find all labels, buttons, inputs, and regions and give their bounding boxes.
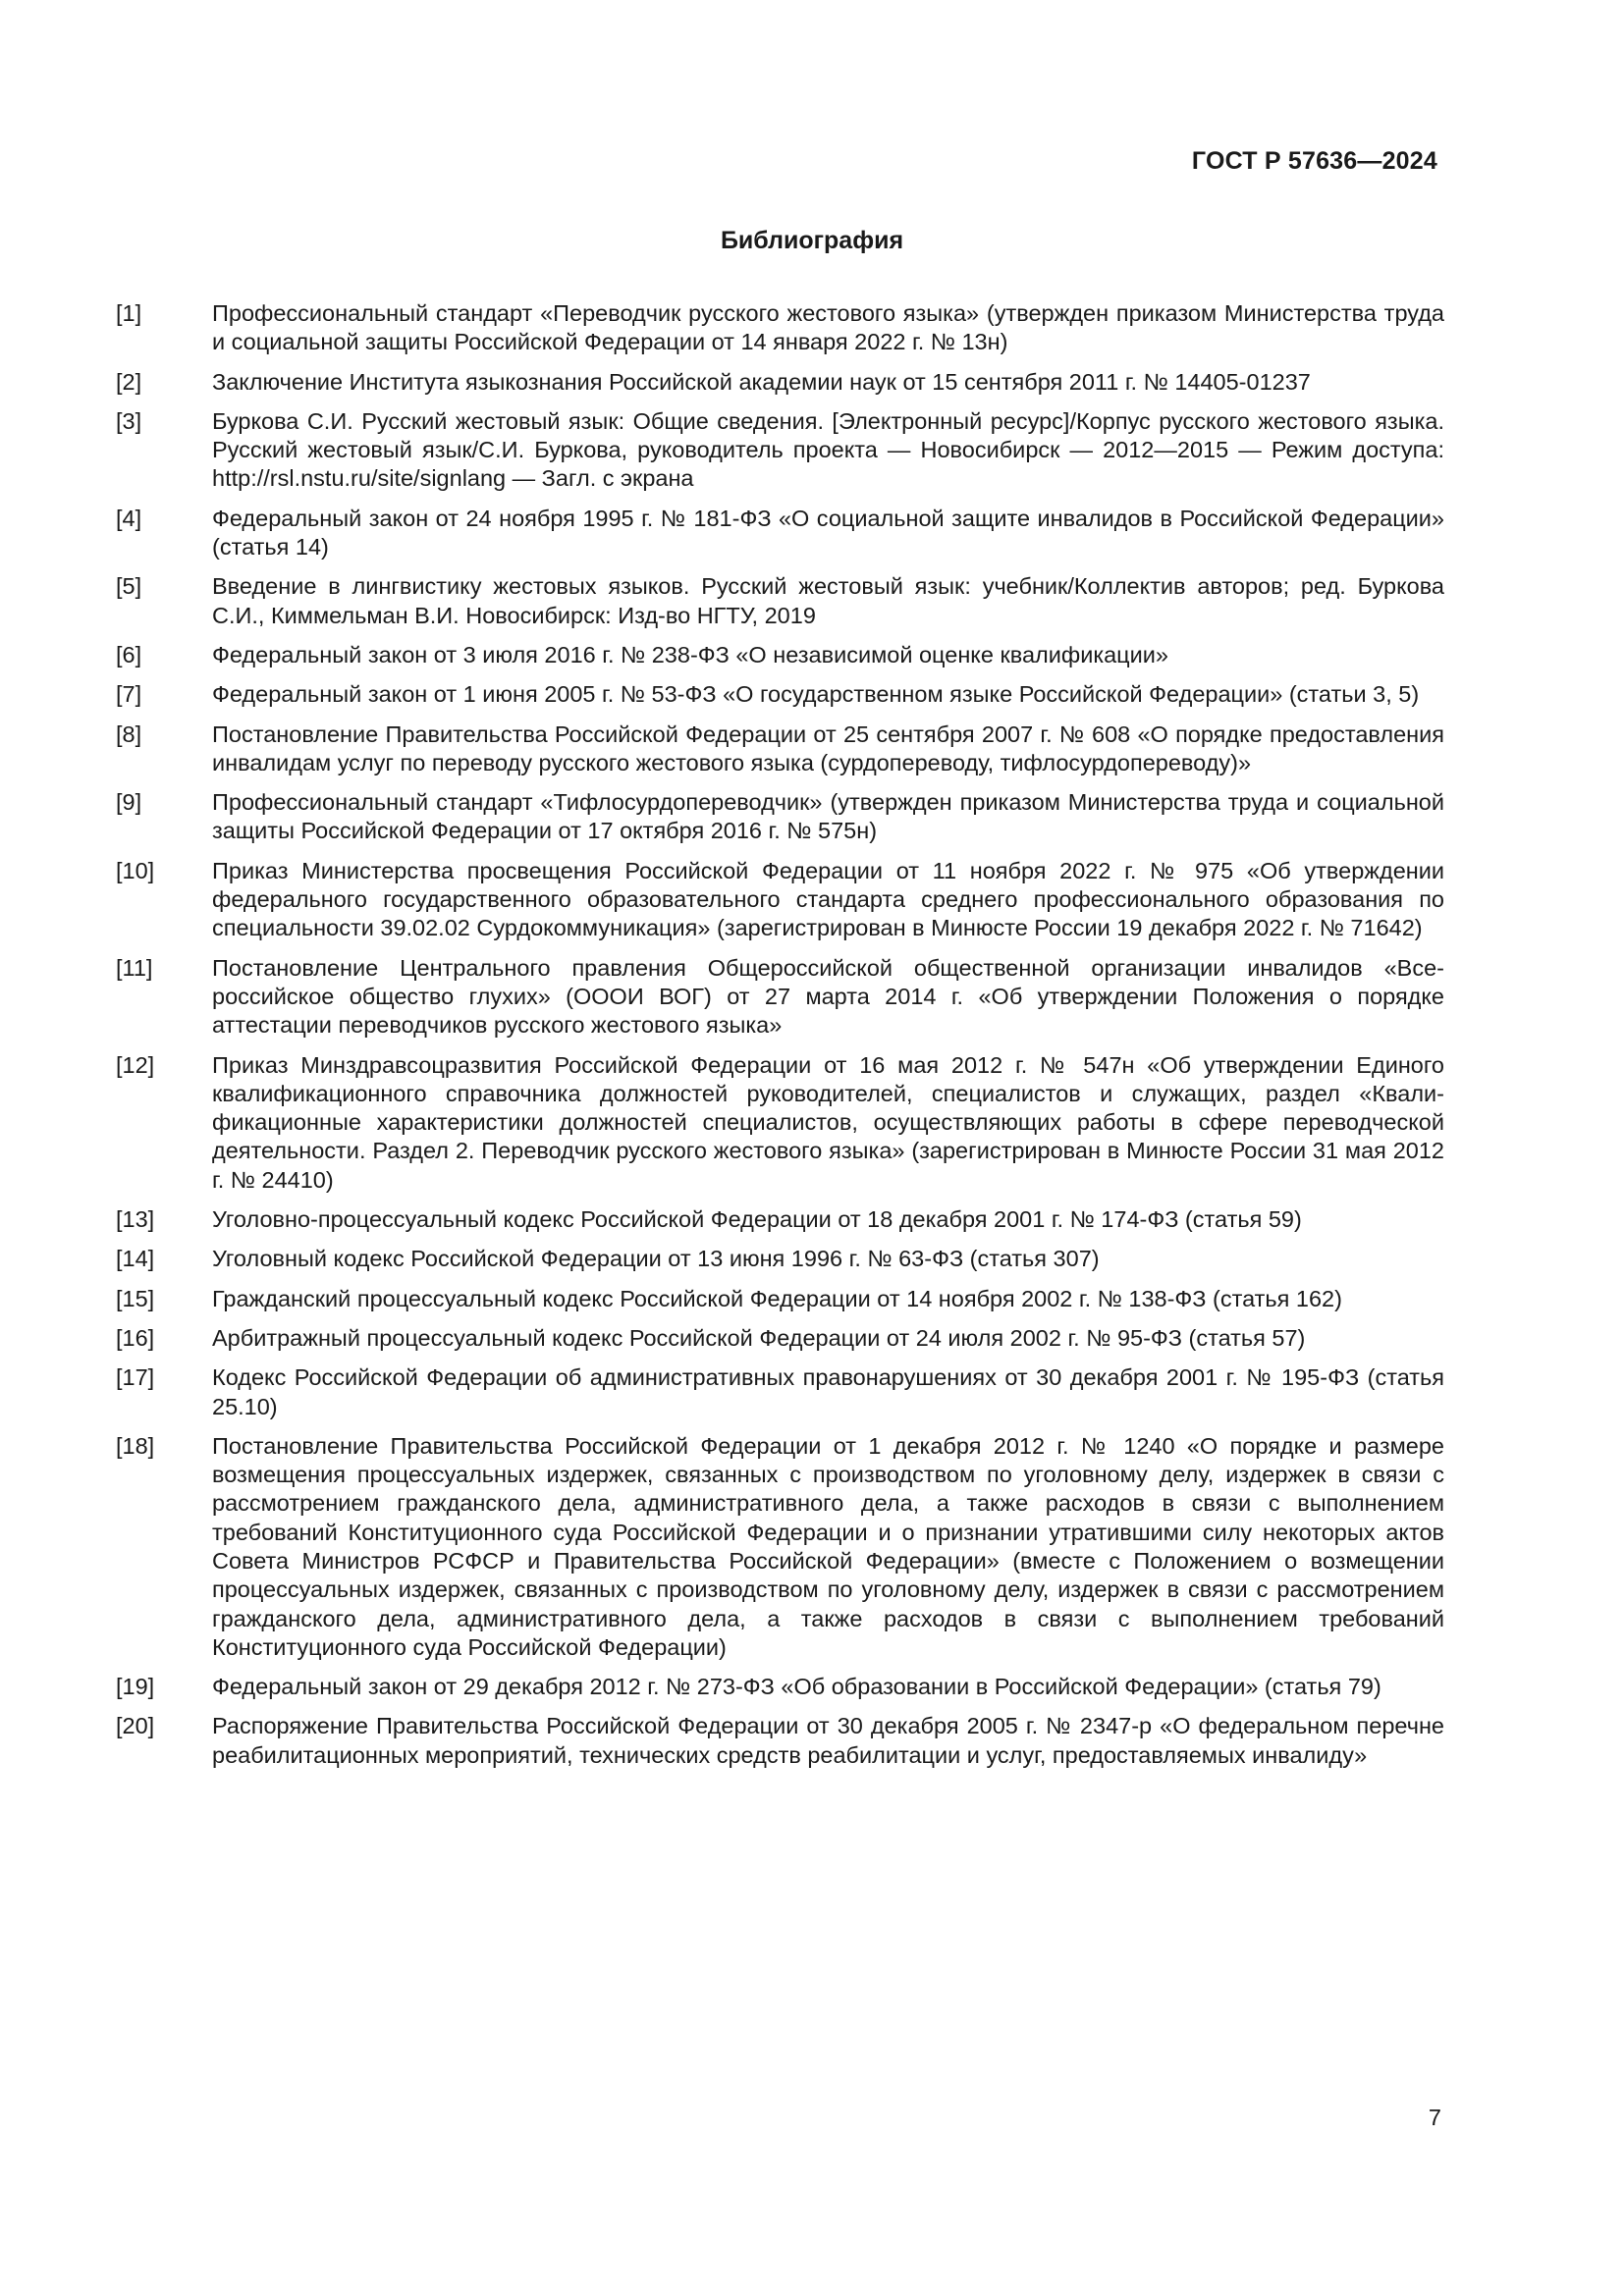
bibliography-entry [116, 1324, 1444, 1353]
entry-text: Приказ Минздравсоцразвития Российской Федерации от 16 мая 2012 г. № 547н «Об утверждении Единого квалификационного справочника должностей руководителей, специалистов и служащих, раздел «Квалификационные характеристики должностей специалистов, осуществляющих работы в сфере переводческой деятельности. Раздел 2. Переводчик русского жестового языка» (зарегистрирован в Минюсте России 31 мая 2012 г. № 24410) [212, 1051, 1444, 1193]
entry-text: Профессиональный стандарт «Переводчик русского жестового языка» (утвержден приказом Министерства труда и социальной защиты Российской Федерации от 14 января 2022 г. № 13н) [212, 300, 1444, 355]
entry-text: Федеральный закон от 29 декабря 2012 г. № 273-ФЗ «Об образовании в Российской Федерации» (статья 79) [212, 1674, 1381, 1700]
entry-number: [9] [116, 789, 142, 816]
entry-text: Постановление Правительства Российской Федерации от 25 сентября 2007 г. № 608 «О порядке предоставления инвалидам услуг по переводу русского жестового языка (сурдопереводу, тифлосурдопереводу)» [212, 721, 1444, 775]
bibliography-list [116, 299, 1444, 1781]
entry-number: [18] [116, 1432, 155, 1459]
bibliography-entry [116, 1245, 1444, 1273]
entry-number: [7] [116, 681, 142, 708]
entry-number: [5] [116, 573, 142, 600]
entry-text: Гражданский процессуальный кодекс Российской Федерации от 14 ноября 2002 г. № 138-ФЗ (статья 162) [212, 1285, 1342, 1311]
entry-number: [17] [116, 1364, 155, 1391]
entry-number: [20] [116, 1713, 155, 1739]
bibliography-entry [116, 1432, 1444, 1662]
bibliography-entry [116, 505, 1444, 562]
bibliography-entry [116, 1285, 1444, 1313]
entry-number: [16] [116, 1324, 155, 1351]
bibliography-entry [116, 572, 1444, 630]
entry-number: [15] [116, 1285, 155, 1311]
bibliography-entry [116, 368, 1444, 397]
entry-text: Федеральный закон от 3 июля 2016 г. № 238-ФЗ «О независимой оценке квалификации» [212, 641, 1168, 667]
entry-text: Буркова С.И. Русский жестовый язык: Общие сведения. [Электронный ресурс]/Корпус русского жестового языка. Русский жестовый язык/С.И. Буркова, руководитель проекта — Новосибирск — 2012—2015 — Режим доступа: http://rsl.nstu.ru/site/signlang — Загл. с экрана [212, 407, 1444, 492]
bibliography-entry [116, 680, 1444, 709]
bibliography-entry [116, 1363, 1444, 1421]
entry-number: [8] [116, 721, 142, 747]
entry-number: [13] [116, 1206, 155, 1233]
section-title: Библиография [720, 227, 904, 254]
entry-text: Федеральный закон от 24 ноября 1995 г. № 181-ФЗ «О социальной защите инвалидов в Российской Федерации» (статья 14) [212, 505, 1444, 561]
entry-number: [11] [116, 954, 153, 981]
entry-text: Уголовный кодекс Российской Федерации от 13 июня 1996 г. № 63-ФЗ (статья 307) [212, 1246, 1100, 1272]
entry-text: Приказ Министерства просвещения Российской Федерации от 11 ноября 2022 г. № 975 «Об утверждении федерального государственного образовательного стандарта среднего профессионального образования по специальности 39.02.02 Сурдокоммуникация» (зарегистрирован в Минюсте России 19 декабря 2022 г. № 71642) [212, 857, 1444, 941]
page-number: 7 [1428, 2105, 1441, 2130]
bibliography-entry [116, 857, 1444, 943]
entry-text: Распоряжение Правительства Российской Федерации от 30 декабря 2005 г. № 2347-р «О федеральном перечне реабилитационных мероприятий, технических средств реабилитации и услуг, предоставляемых инвалиду» [212, 1713, 1444, 1768]
entry-number: [14] [116, 1246, 155, 1272]
bibliography-entry [116, 1205, 1444, 1234]
bibliography-entry [116, 641, 1444, 669]
entry-text: Постановление Правительства Российской Федерации от 1 декабря 2012 г. № 1240 «О порядке и размере возмещения процессуальных издержек, связанных с производством по уголовному делу, издержек в связи с рассмотрением гражданского дела, административного дела, а также расходов в связи с выполнением требований Конституционного суда Российской Федерации и о признании утратившими силу некоторых актов Совета Министров РСФСР и Правительства Российской Федерации» (вместе с Положением о возмещении процессуальных издержек, связанных с производством по уголовному делу, издержек в связи с рассмотрением гражданского дела, административного дела, а также расходов в связи с выполнением требований Конституционного суда Российской Федерации) [212, 1432, 1444, 1660]
entry-number: [3] [116, 407, 142, 434]
entry-number: [1] [116, 300, 142, 326]
bibliography-entry [116, 1051, 1444, 1195]
entry-number: [19] [116, 1674, 155, 1700]
bibliography-entry [116, 1673, 1444, 1701]
entry-text: Арбитражный процессуальный кодекс Российской Федерации от 24 июля 2002 г. № 95-ФЗ (статья 57) [212, 1324, 1306, 1351]
bibliography-entry [116, 721, 1444, 778]
bibliography-entry [116, 299, 1444, 357]
entry-text: Уголовно-процессуальный кодекс Российской Федерации от 18 декабря 2001 г. № 174-ФЗ (статья 59) [212, 1206, 1302, 1233]
entry-text: Профессиональный стандарт «Тифлосурдопереводчик» (утвержден приказом Министерства труда и социальной защиты Российской Федерации от 17 октября 2016 г. № 575н) [212, 789, 1444, 844]
entry-text: Федеральный закон от 1 июня 2005 г. № 53-ФЗ «О государственном языке Российской Федерации» (статьи 3, 5) [212, 681, 1420, 708]
entry-number: [4] [116, 505, 142, 531]
entry-text: Заключение Института языкознания Российской академии наук от 15 сентября 2011 г. № 14405-01237 [212, 368, 1311, 395]
bibliography-entry [116, 954, 1444, 1041]
entry-text: Кодекс Российской Федерации об административных правонарушениях от 30 декабря 2001 г. № 195-ФЗ (статья 25.10) [212, 1364, 1444, 1419]
entry-number: [12] [116, 1051, 155, 1078]
document-code: ГОСТ Р 57636—2024 [1191, 147, 1437, 175]
entry-number: [6] [116, 641, 142, 667]
bibliography-entry [116, 407, 1444, 494]
bibliography-entry [116, 788, 1444, 846]
entry-number: [10] [116, 857, 155, 883]
entry-number: [2] [116, 368, 142, 395]
bibliography-entry [116, 1712, 1444, 1770]
entry-text: Постановление Центрального правления Общероссийской общественной организации инвалидов «Всероссийское общество глухих» (ОООИ ВОГ) от 27 марта 2014 г. «Об утверждении Положения о порядке аттестации переводчиков русского жестового языка» [212, 954, 1444, 1039]
entry-text: Введение в лингвистику жестовых языков. Русский жестовый язык: учебник/Коллектив авторов; ред. Буркова С.И., Киммельман В.И. Новосибирск: Изд-во НГТУ, 2019 [212, 573, 1444, 628]
